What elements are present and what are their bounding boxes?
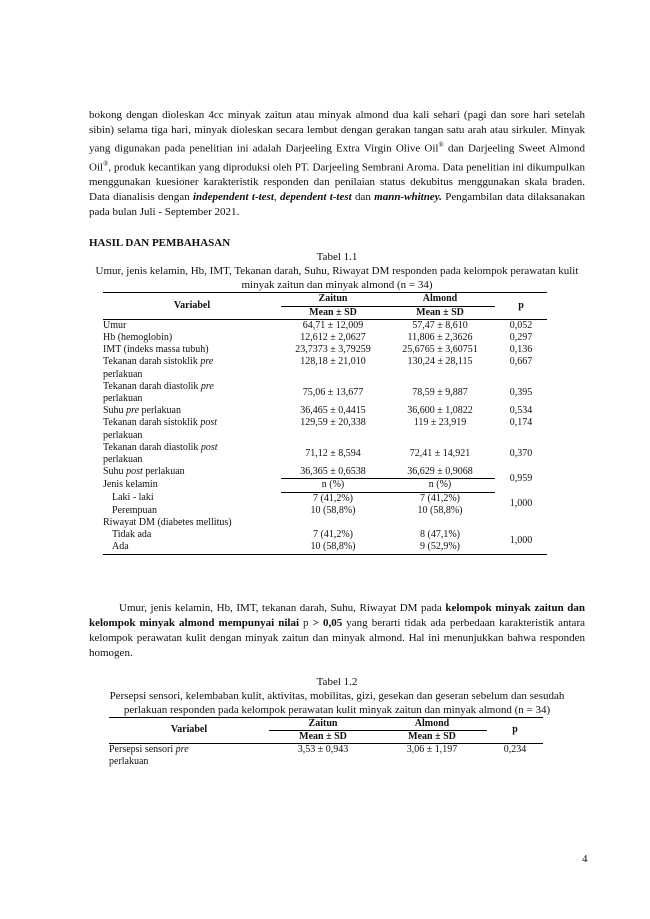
table-row: Tidak ada 7 (41,2%) 8 (47,1%) 1,000 xyxy=(103,529,547,541)
table2-header-almond: Almond xyxy=(377,717,487,730)
table2 xyxy=(109,717,543,769)
table1-header-mean-zaitun: Mean ± SD xyxy=(309,306,357,318)
table-row: Persepsi sensori pre perlakuan 3,53 ± 0,943 3,06 ± 1,197 0,234 xyxy=(109,743,527,768)
page-number: 4 xyxy=(582,853,588,865)
table-row: Ada 10 (58,8%) 9 (52,9%) xyxy=(103,541,547,554)
table1-label: Tabel 1.1 xyxy=(316,251,358,264)
table1-header-p: p xyxy=(518,299,524,311)
table2-header-zaitun: Zaitun xyxy=(269,717,377,730)
section-heading: HASIL DAN PEMBAHASAN xyxy=(89,237,231,250)
table1 xyxy=(103,292,547,554)
table-row: IMT (indeks massa tubuh) 23,7373 ± 3,79259 25,6765 ± 3,60751 0,136 xyxy=(103,344,533,356)
table2-header-p: p xyxy=(512,724,518,736)
table-row: Tekanan darah sistoklik post perlakuan 129,59 ± 20,338 119 ± 23,919 0,174 xyxy=(103,417,533,441)
page-content xyxy=(89,108,585,768)
table-row: Jenis kelamin n (%) n (%) xyxy=(103,479,547,492)
table1-caption: Umur, jenis kelamin, Hb, IMT, Tekanan darah, Suhu, Riwayat DM responden pada kelompok perawatan kulit minyak zaitun dan minyak almond (n = 34) xyxy=(95,265,579,292)
table-row: Tekanan darah diastolik post perlakuan 71,12 ± 8,594 72,41 ± 14,921 0,370 xyxy=(103,441,533,465)
table-row: Tekanan darah sistoklik pre perlakuan 128,18 ± 21,010 130,24 ± 28,115 0,667 xyxy=(103,356,533,380)
table1-header-variabel: Variabel xyxy=(173,299,211,311)
table-row: Riwayat DM (diabetes mellitus) xyxy=(103,516,232,528)
table-row: Suhu post perlakuan 36,365 ± 0,6538 36,629 ± 0,9068 0,959 xyxy=(103,466,533,484)
table2-header-mean-almond: Mean ± SD xyxy=(408,730,456,742)
table2-caption: Persepsi sensori, kelembaban kulit, aktivitas, mobilitas, gizi, gesekan dan geseran sebelum dan sesudah perlakuan responden pada kelompok perawatan kulit minyak zaitun dan minyak almond (n = 34) xyxy=(109,689,565,716)
table1-header-mean-almond: Mean ± SD xyxy=(416,306,464,318)
table2-header-mean-zaitun: Mean ± SD xyxy=(299,730,347,742)
table-row: Suhu pre perlakuan 36,465 ± 0,4415 36,600 ± 1,0822 0,534 xyxy=(103,405,533,417)
table2-label: Tabel 1.2 xyxy=(316,675,358,688)
table-row: Laki - laki 7 (41,2%) 7 (41,2%) 1,000 xyxy=(112,492,533,510)
discussion-paragraph: Umur, jenis kelamin, Hb, IMT, tekanan darah, Suhu, Riwayat DM pada kelompok minyak zaitun dan kelompok minyak almond mempunyai nilai p > 0,05 yang berarti tidak ada perbedaan karakteristik antara kelompok perawatan kulit dengan minyak zaitun dan minyak almond. Hal ini menunjukkan bahwa responden homogen. xyxy=(89,601,586,659)
table1-header-zaitun: Zaitun xyxy=(281,293,385,306)
table2-header-variabel: Variabel xyxy=(170,724,208,736)
intro-paragraph: bokong dengan dioleskan 4cc minyak zaitun atau minyak almond dua kali sehari (pagi dan sore hari setelah sibin) selama tiga hari, minyak dioleskan secara lembut dengan gerakan tangan satu arah atau sirkuler. Minyak yang digunakan pada penelitian ini adalah Darjeeling Extra Virgin Olive Oil® dan Darjeeling Sweet Almond Oil®, produk kecantikan yang diproduksi oleh PT. Darjeeling Sembrani Aroma. Data penelitian ini dikumpulkan menggunakan kuesioner karakteristik responden dan penilaian status dekubitus menggunakan skala braden. Data dianalisis dengan independent t-test, dependent t-test dan mann-whitney. Pengambilan data dilaksanakan pada bulan Juli - September 2021. xyxy=(89,109,585,219)
table1-header-almond: Almond xyxy=(385,293,495,306)
table-row: Hb (hemoglobin) 12,612 ± 2,0627 11,806 ± 2,3626 0,297 xyxy=(103,331,533,343)
table-row: Perempuan 10 (58,8%) 10 (58,8%) xyxy=(112,504,463,516)
table-row: Tekanan darah diastolik pre perlakuan 75,06 ± 13,677 78,59 ± 9,887 0,395 xyxy=(103,380,533,404)
table-row: Umur 64,71 ± 12,009 57,47 ± 8,610 0,052 xyxy=(103,319,533,331)
